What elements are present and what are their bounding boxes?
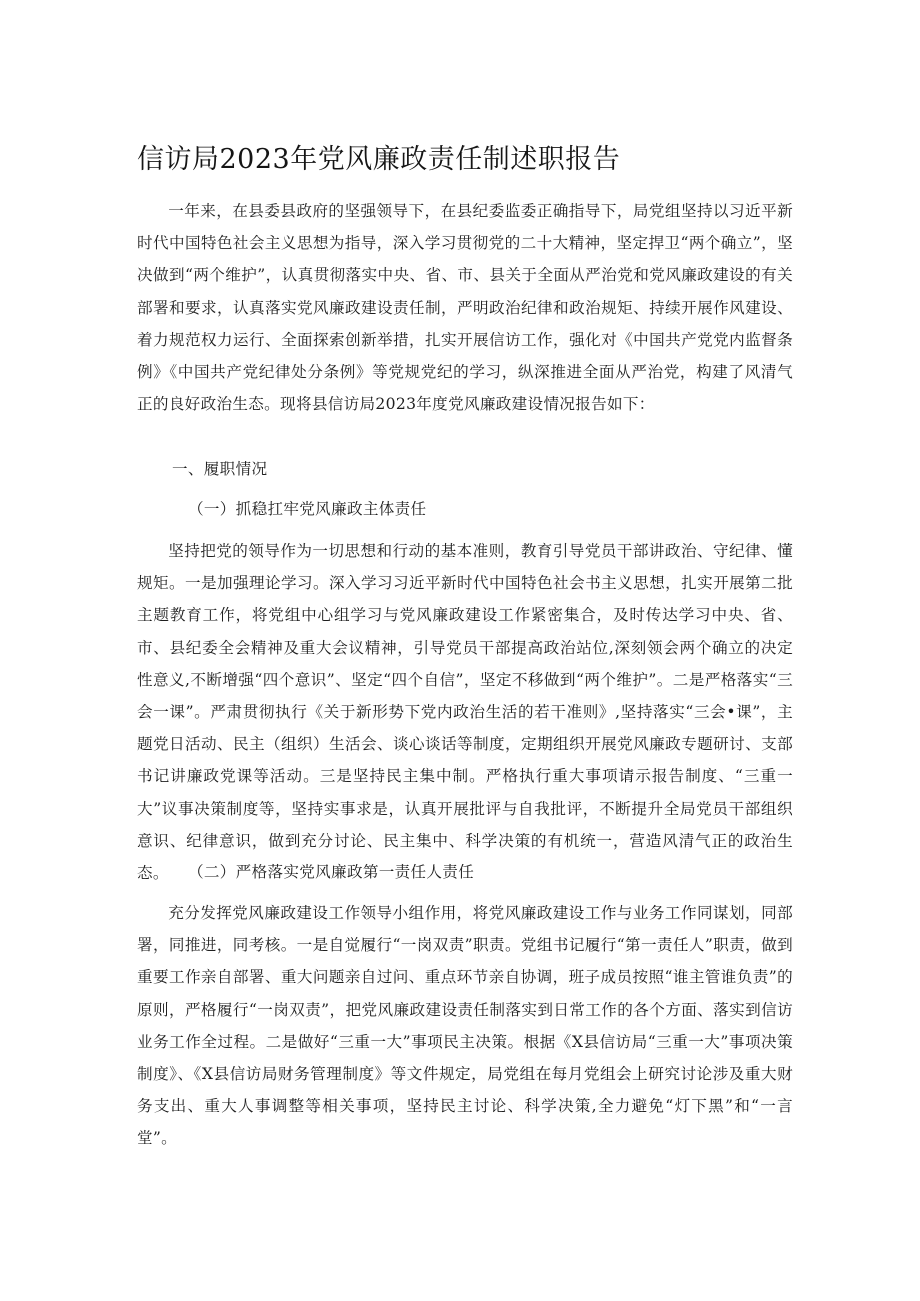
document-title: 信访局2023年党风廉政责任制述职报告 [137,144,621,175]
subsection-heading-main-responsibility: （一）抓稳扛牢党风廉政主体责任 [188,500,427,518]
subsection-paragraph-first-responsible-person: 充分发挥党风廉政建设工作领导小组作用，将党风廉政建设工作与业务工作同谋划，同部署，同推进，同考核。一是自觉履行“一岗双责”职责。党组书记履行“第一责任人”职责，做到重要工作亲自部署、重大问题亲自过问、重点环节亲自协调，班子成员按照“谁主管谁负责”的原则，严格履行“一岗双责”，把党风廉政建设责任制落实到日常工作的各个方面、落实到信访业务工作全过程。二是做好“三重一大”事项民主决策。根据《X县信访局“三重一大”事项决策制度》、《X县信访局财务管理制度》等文件规定，局党组在每月党组会上研究讨论涉及重大财务支出、重大人事调整等相关事项，坚持民主讨论、科学决策,全力避免“灯下黑”和“一言堂”。 [137,904,793,1148]
intro-paragraph: 一年来，在县委县政府的坚强领导下，在县纪委监委正确指导下，局党组坚持以习近平新时代中国特色社会主义思想为指导，深入学习贯彻党的二十大精神，坚定捍卫“两个确立”，坚决做到“两个维护”，认真贯彻落实中央、省、市、县关于全面从严治党和党风廉政建设的有关部署和要求，认真落实党风廉政建设责任制，严明政治纪律和政治规矩、持续开展作风建设、着力规范权力运行、全面探索创新举措，扎实开展信访工作，强化对《中国共产党党内监督条例》《中国共产党纪律处分条例》等党规党纪的学习，纵深推进全面从严治党，构建了风清气正的良好政治生态。现将县信访局2023年度党风廉政建设情况报告如下： [137,202,793,414]
subsection-paragraph-main-responsibility: 坚持把党的领导作为一切思想和行动的基本准则，教育引导党员干部讲政治、守纪律、懂规矩。一是加强理论学习。深入学习习近平新时代中国特色社会书主义思想，扎实开展第二批主题教育工作，将党组中心组学习与党风廉政建设工作紧密集合，及时传达学习中央、省、市、县纪委全会精神及重大会议精神，引导党员干部提高政治站位,深刻领会两个确立的决定性意义,不断增强“四个意识”、坚定“四个自信”，坚定不移做到“两个维护”。二是严格落实“三会一课”。严肃贯彻执行《关于新形势下党内政治生活的若干准则》,坚持落实“三会•课”，主题党日活动、民主（组织）生活会、谈心谈话等制度，定期组织开展党风廉政专题研讨、支部书记讲廉政党课等活动。三是坚持民主集中制。严格执行重大事项请示报告制度、“三重一大”议事决策制度等，坚持实事求是，认真开展批评与自我批评，不断提升全局党员干部组织意识、纪律意识，做到充分讨论、民主集中、科学决策的有机统一，营造风清气正的政治生态。 [137,542,793,883]
section-heading-performance: 一、履职情况 [172,460,268,478]
subsection-heading-first-responsible-person: （二）严格落实党风廉政第一责任人责任 [188,863,475,881]
